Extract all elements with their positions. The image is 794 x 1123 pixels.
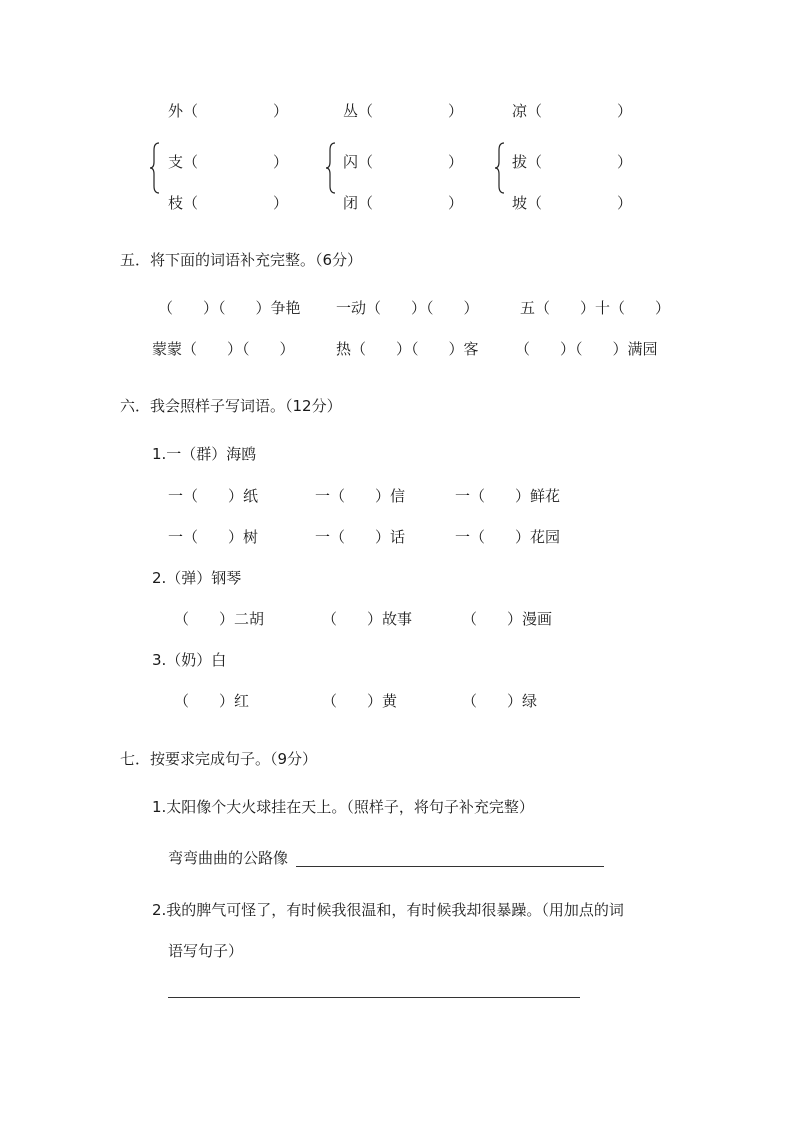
word-group-1-a: 支（ ） [168, 153, 289, 171]
idiom-3: 五（ ）十（ ） [520, 299, 671, 317]
idiom-1: （ ）（ ）争艳 [158, 299, 301, 317]
measure-word-2: 一（ ）信 [315, 487, 406, 505]
measure-word-4: 一（ ）树 [168, 528, 259, 546]
idiom-2: 一动（ ）（ ） [336, 299, 479, 317]
verb-word-1: （ ）二胡 [174, 610, 265, 628]
measure-word-6: 一（ ）花园 [455, 528, 561, 546]
verb-word-2: （ ）故事 [322, 610, 413, 628]
color-word-2: （ ）黄 [322, 692, 398, 710]
word-group-1-b: 枝（ ） [168, 194, 289, 212]
verb-word-3: （ ）漫画 [462, 610, 553, 628]
brace-icon [495, 142, 505, 194]
word-group-1-top: 外（ ） [168, 102, 289, 120]
idiom-4: 蒙蒙（ ）（ ） [152, 340, 295, 358]
answer-line-1[interactable] [296, 866, 604, 867]
section5-heading: 五．将下面的词语补充完整。（6分） [120, 251, 363, 269]
brace-icon [326, 142, 336, 194]
word-group-2-top: 丛（ ） [343, 102, 464, 120]
word-group-3-top: 凉（ ） [512, 102, 633, 120]
example-3: 3.（奶）白 [152, 651, 227, 669]
word-group-3-a: 拔（ ） [512, 153, 633, 171]
answer-line-2[interactable] [168, 997, 580, 998]
question-1: 1.太阳像个大火球挂在天上。（照样子，将句子补充完整） [152, 798, 534, 816]
section6-heading: 六．我会照样子写词语。（12分） [120, 397, 342, 415]
word-group-2-b: 闭（ ） [343, 194, 464, 212]
measure-word-3: 一（ ）鲜花 [455, 487, 561, 505]
question-2-line1: 2.我的脾气可怪了，有时候我很温和，有时候我却很暴躁。（用加点的词 [152, 901, 624, 919]
idiom-5: 热（ ）（ ）客 [336, 340, 479, 358]
word-group-3-b: 坡（ ） [512, 194, 633, 212]
example-2: 2.（弹）钢琴 [152, 569, 242, 587]
brace-icon [150, 142, 160, 194]
color-word-1: （ ）红 [174, 692, 250, 710]
word-group-2-a: 闪（ ） [343, 153, 464, 171]
measure-word-1: 一（ ）纸 [168, 487, 259, 505]
color-word-3: （ ）绿 [462, 692, 538, 710]
measure-word-5: 一（ ）话 [315, 528, 406, 546]
idiom-6: （ ）（ ）满园 [515, 340, 658, 358]
question-1-prompt: 弯弯曲曲的公路像 [168, 849, 289, 867]
section7-heading: 七．按要求完成句子。（9分） [120, 750, 318, 768]
question-2-line2: 语写句子） [168, 942, 244, 960]
example-1: 1.一（群）海鸥 [152, 445, 257, 463]
